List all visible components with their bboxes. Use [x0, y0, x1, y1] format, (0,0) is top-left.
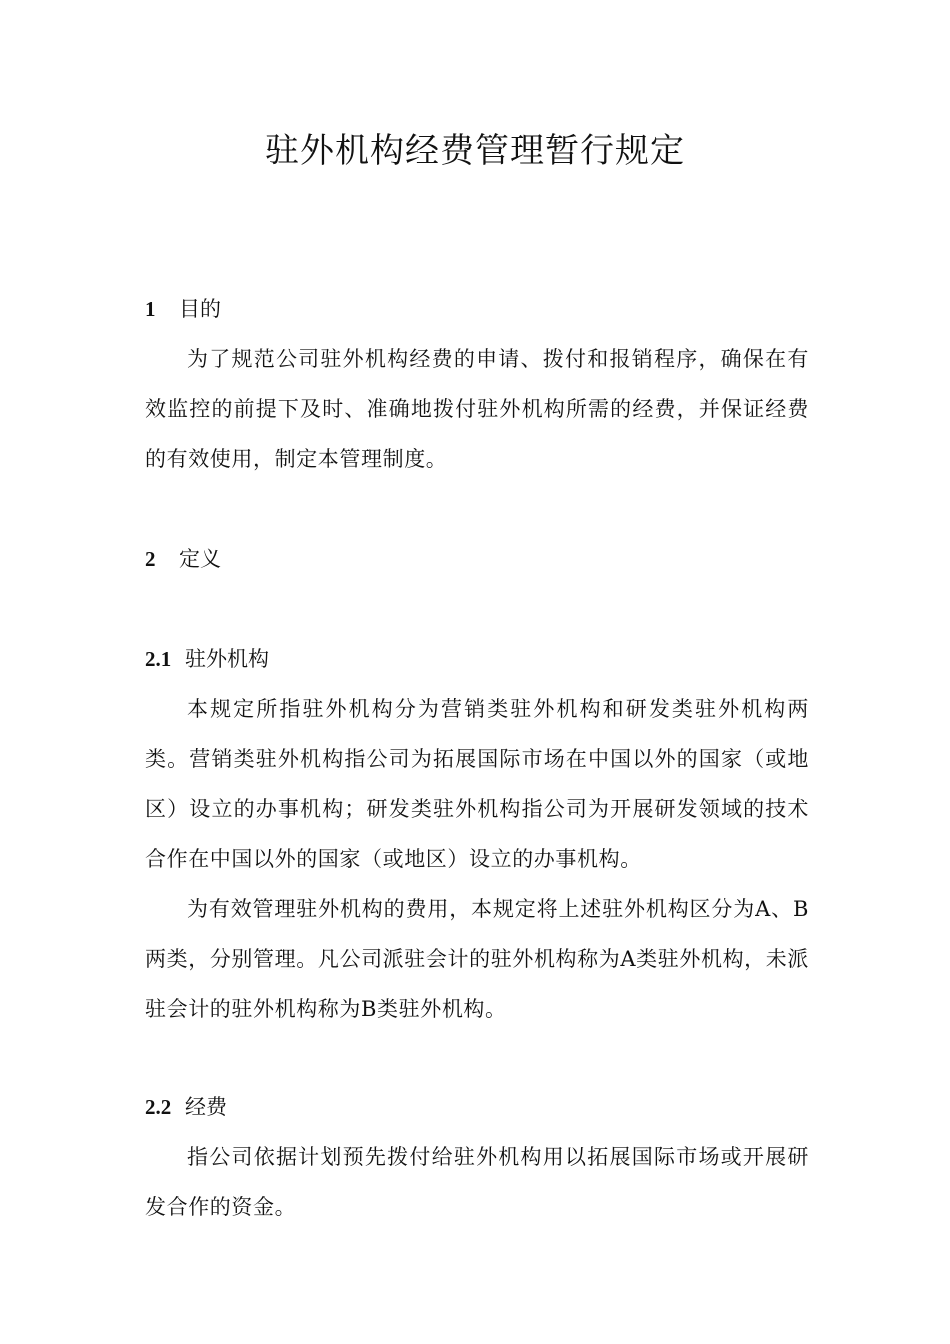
section-2-1-paragraph-2: 为有效管理驻外机构的费用，本规定将上述驻外机构区分为A、B两类，分别管理。凡公司派驻会计的驻外机构称为A类驻外机构，未派驻会计的驻外机构称为B类驻外机构。	[145, 897, 809, 1021]
section-1-paragraph-1: 为了规范公司驻外机构经费的申请、拨付和报销程序，确保在有效监控的前提下及时、准确地拨付驻外机构所需的经费，并保证经费的有效使用，制定本管理制度。	[145, 347, 809, 471]
section-title: 定义	[179, 547, 221, 571]
section-title: 目的	[179, 297, 221, 321]
section-2-2-paragraph-1: 指公司依据计划预先拨付给驻外机构用以拓展国际市场或开展研发合作的资金。	[145, 1145, 809, 1219]
section-2-1-paragraph-1: 本规定所指驻外机构分为营销类驻外机构和研发类驻外机构两类。营销类驻外机构指公司为拓展国际市场在中国以外的国家（或地区）设立的办事机构；研发类驻外机构指公司为开展研发领域的技术合作在中国以外的国家（或地区）设立的办事机构。	[145, 697, 809, 871]
document-title: 驻外机构经费管理暂行规定	[265, 131, 685, 171]
section-heading-2-1	[145, 644, 269, 674]
section-number: 1	[145, 297, 156, 321]
section-title: 经费	[185, 1095, 227, 1119]
section-heading-1	[145, 294, 221, 324]
section-number: 2.1	[145, 647, 172, 671]
section-heading-2	[145, 544, 221, 574]
section-number: 2	[145, 547, 156, 571]
section-number: 2.2	[145, 1095, 172, 1119]
section-title: 驻外机构	[185, 647, 269, 671]
section-heading-2-2	[145, 1092, 227, 1122]
